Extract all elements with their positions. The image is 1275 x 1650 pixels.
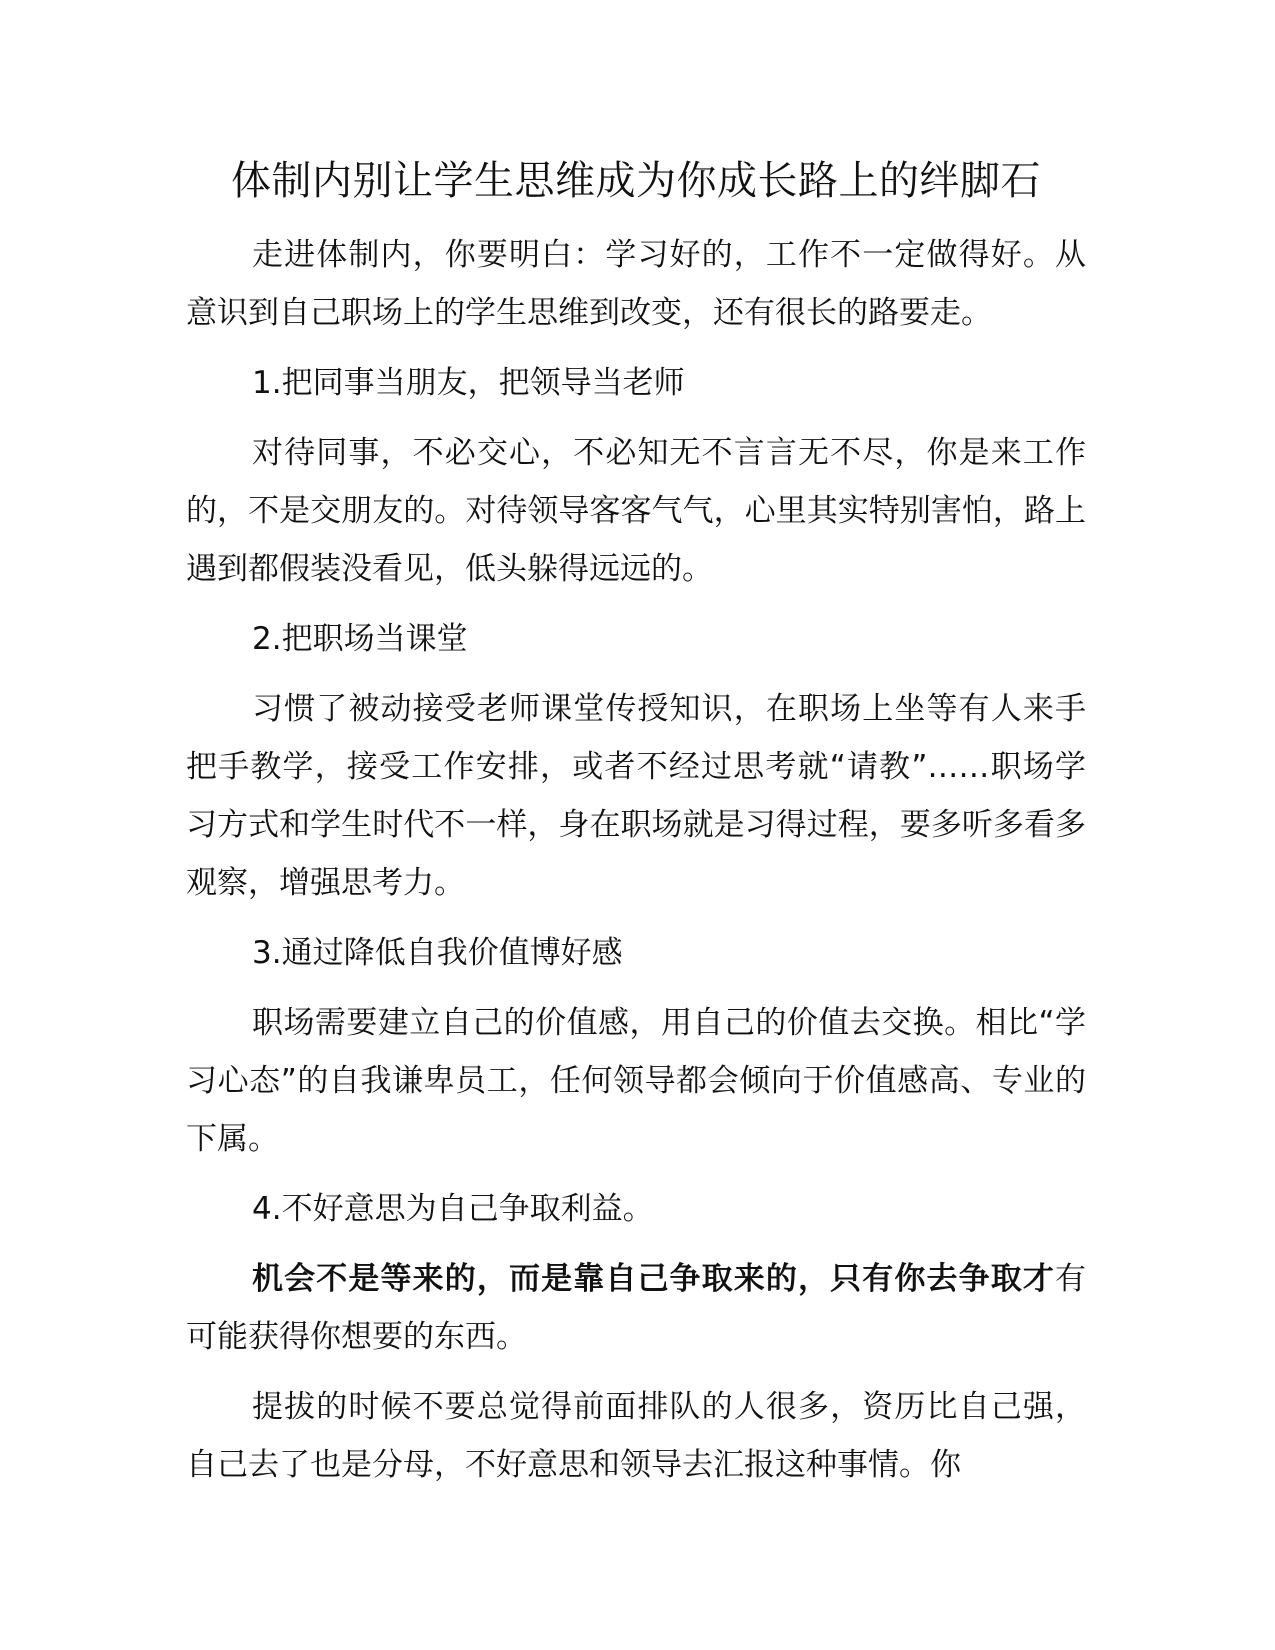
intro-paragraph: 走进体制内，你要明白：学习好的，工作不一定做得好。从意识到自己职场上的学生思维到改变，还有很长的路要走。 [186, 237, 1086, 331]
document-title: 体制内别让学生思维成为你成长路上的绊脚石 [231, 158, 1041, 204]
section-4-heading: 4.不好意思为自己争取利益。 [252, 1191, 654, 1227]
document-page [186, 150, 1086, 1506]
section-4-body-2: 提拔的时候不要总觉得前面排队的人很多，资历比自己强，自己去了也是分母，不好意思和领导去汇报这种事情。你 [186, 1389, 1086, 1483]
section-3-body: 职场需要建立自己的价值感，用自己的价值去交换。相比“学习心态”的自我谦卑员工，任何领导都会倾向于价值感高、专业的下属。 [186, 1005, 1086, 1157]
section-3-heading: 3.通过降低自我价值博好感 [252, 935, 623, 971]
section-2-body: 习惯了被动接受老师课堂传授知识，在职场上坐等有人来手把手教学，接受工作安排，或者不经过思考就“请教”……职场学习方式和学生时代不一样，身在职场就是习得过程，要多听多看多观察，增强思考力。 [186, 691, 1086, 901]
section-4-body-bold: 机会不是等来的，而是靠自己争取来的，只有你去争取才 [252, 1261, 1055, 1297]
section-1-body: 对待同事，不必交心，不必知无不言言无不尽，你是来工作的，不是交朋友的。对待领导客客气气，心里其实特别害怕，路上遇到都假装没看见，低头躲得远远的。 [186, 435, 1086, 587]
section-4-body-rest: 有可能获得你想要的东西。 [186, 1261, 1086, 1355]
section-2-heading: 2.把职场当课堂 [252, 621, 468, 657]
section-4-body [186, 1250, 1086, 1366]
section-1-heading: 1.把同事当朋友，把领导当老师 [252, 365, 685, 401]
